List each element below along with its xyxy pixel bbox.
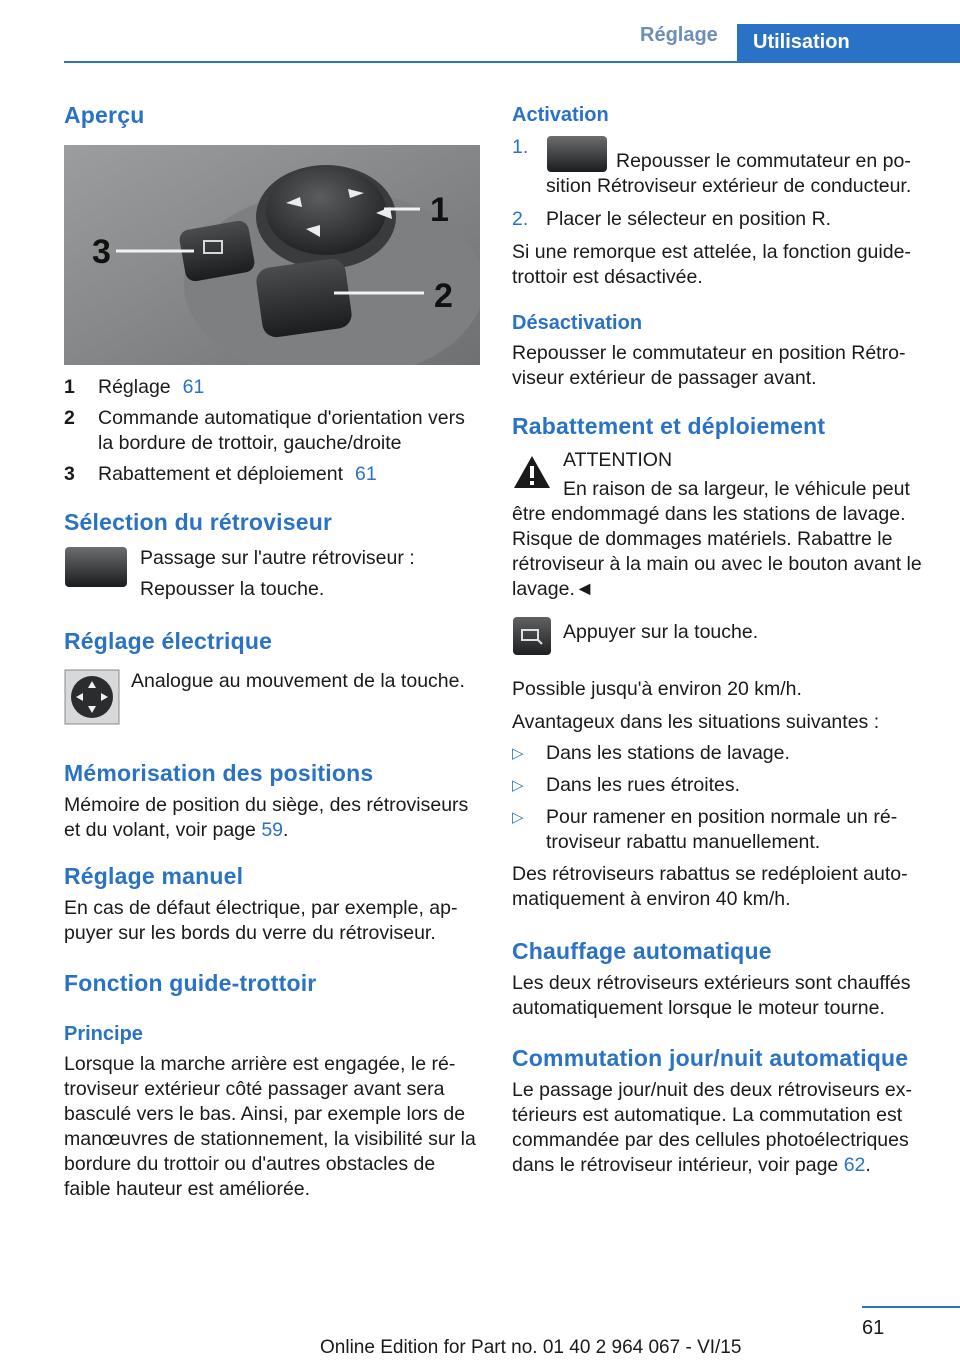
section-title-apercu: Aperçu <box>64 102 145 128</box>
attention-row <box>512 448 928 502</box>
header-rule <box>64 61 960 63</box>
warning-icon <box>512 448 563 502</box>
mirror-control-photo <box>64 145 480 365</box>
desactivation-text: Repousser le commutateur en position Rétroviseur extérieur de passager avant. <box>512 342 906 389</box>
section-title-rabattement: Rabattement et déploiement <box>512 413 826 439</box>
possible-text: Possible jusqu'à environ 20 km/h. <box>512 678 802 700</box>
subsection-title-desactivation: Désactivation <box>512 312 643 334</box>
legend-text: Rabattement et déploiement <box>98 463 343 485</box>
fold-mirror-button-icon <box>512 616 563 661</box>
section-title-reglage-manuel: Réglage manuel <box>64 863 244 889</box>
reglage-manuel-text: En cas de défaut électrique, par exemple, appuyer sur les bords du verre du rétroviseur. <box>64 897 458 944</box>
activation-step <box>512 207 928 232</box>
section-title-commutation: Commutation jour/nuit automatique <box>512 1045 909 1071</box>
mirror-switch-icon <box>546 135 608 173</box>
list-item: ▷ Pour ramener en position normale un rétroviseur rabattu manuellement. <box>512 806 898 853</box>
legend-item <box>64 375 480 400</box>
page-number: 61 <box>862 1317 885 1339</box>
step-text: Repousser le commutateur en position Rétroviseur extérieur de conducteur. <box>546 150 912 197</box>
selection-line-1: Passage sur l'autre rétroviseur : <box>140 547 415 569</box>
legend-page-link[interactable]: 61 <box>355 463 377 485</box>
photo-legend-list <box>64 375 480 487</box>
selection-row <box>64 546 480 608</box>
edition-footer: Online Edition for Part no. 01 40 2 964 067 - VI/15 <box>320 1337 742 1358</box>
attention-text-rest: être endommagé dans les stations de lavage. Risque de dommages matériels. Rabattre le rétroviseur à la main ou avec le bouton avant le lavage.◄ <box>512 503 922 600</box>
photo-label-3: 3 <box>92 233 111 271</box>
joystick-icon <box>64 669 131 730</box>
mirror-select-button-icon <box>64 546 140 608</box>
step-number: 1. <box>512 136 529 158</box>
legend-item <box>64 406 480 456</box>
reglage-electrique-text: Analogue au mouvement de la touche. <box>131 670 465 692</box>
legend-text: Réglage <box>98 376 171 398</box>
bullet-icon: ▷ <box>512 745 524 762</box>
list-item: ▷ Dans les rues étroites. <box>512 774 741 796</box>
commutation-text: Le passage jour/nuit des deux rétroviseurs extérieurs est automatique. La commutation est commandée par des cellules photoélectriques dans le rétroviseur intérieur, voir page 62. <box>512 1079 912 1176</box>
attention-label: ATTENTION <box>563 449 673 471</box>
left-column <box>64 100 480 1202</box>
section-title-selection: Sélection du rétroviseur <box>64 509 333 535</box>
mirror-control-illustration <box>64 145 480 365</box>
subsection-title-principe: Principe <box>64 1023 143 1045</box>
legend-item <box>64 462 480 487</box>
reglage-electrique-row <box>64 669 480 730</box>
chauffage-text: Les deux rétroviseurs extérieurs sont chauffés automatiquement lorsque le moteur tourne. <box>512 972 911 1019</box>
step-text: Placer le sélecteur en position R. <box>546 208 832 230</box>
bullet-icon: ▷ <box>512 809 524 826</box>
step-number: 2. <box>512 208 529 230</box>
memorisation-page-link[interactable]: 59 <box>261 819 284 841</box>
legend-text: Commande automatique d'orientation vers la bordure de trottoir, gauche/droite <box>98 407 465 454</box>
legend-number: 3 <box>64 463 75 485</box>
legend-number: 1 <box>64 376 75 398</box>
selection-line-2: Repousser la touche. <box>140 578 325 600</box>
bullet-icon: ▷ <box>512 777 524 794</box>
principe-text: Lorsque la marche arrière est engagée, le rétroviseur extérieur côté passager avant sera basculé vers le bas. Ainsi, par exemple lors de manœuvres de stationnement, la visibilité sur la bordure du trottoir ou d'autres obstacles de faible hauteur est améliorée. <box>64 1053 476 1200</box>
memorisation-text: Mémoire de position du siège, des rétroviseurs et du volant, voir page 59. <box>64 794 469 841</box>
right-column <box>512 100 928 1178</box>
header-tab-utilisation[interactable]: Utilisation <box>737 24 960 62</box>
photo-label-2: 2 <box>434 277 453 315</box>
legend-page-link[interactable]: 61 <box>182 376 205 398</box>
avantageux-text: Avantageux dans les situations suivantes : <box>512 711 880 733</box>
commutation-page-link[interactable]: 62 <box>843 1154 866 1176</box>
section-title-memorisation: Mémorisation des positions <box>64 760 374 786</box>
list-item: ▷ Dans les stations de lavage. <box>512 742 790 764</box>
section-title-chauffage: Chauffage automatique <box>512 938 772 964</box>
situations-list <box>512 741 928 855</box>
attention-text-first: En raison de sa largeur, le véhicule peut <box>563 478 910 500</box>
section-title-reglage-electrique: Réglage électrique <box>64 628 273 654</box>
subsection-title-activation: Activation <box>512 104 609 126</box>
press-text: Appuyer sur la touche. <box>563 621 759 643</box>
redeploy-text: Des rétroviseurs rabattus se redéploient automatiquement à environ 40 km/h. <box>512 863 908 910</box>
header-tab-reglage[interactable]: Réglage <box>640 24 718 46</box>
activation-steps <box>512 135 928 232</box>
section-title-guide-trottoir: Fonction guide-trottoir <box>64 970 317 996</box>
activation-step <box>512 135 928 199</box>
footer-rule <box>862 1306 960 1308</box>
activation-note: Si une remorque est attelée, la fonction guide-trottoir est désactivée. <box>512 241 911 288</box>
legend-number: 2 <box>64 407 75 429</box>
press-row <box>512 616 928 661</box>
photo-label-1: 1 <box>430 191 449 229</box>
